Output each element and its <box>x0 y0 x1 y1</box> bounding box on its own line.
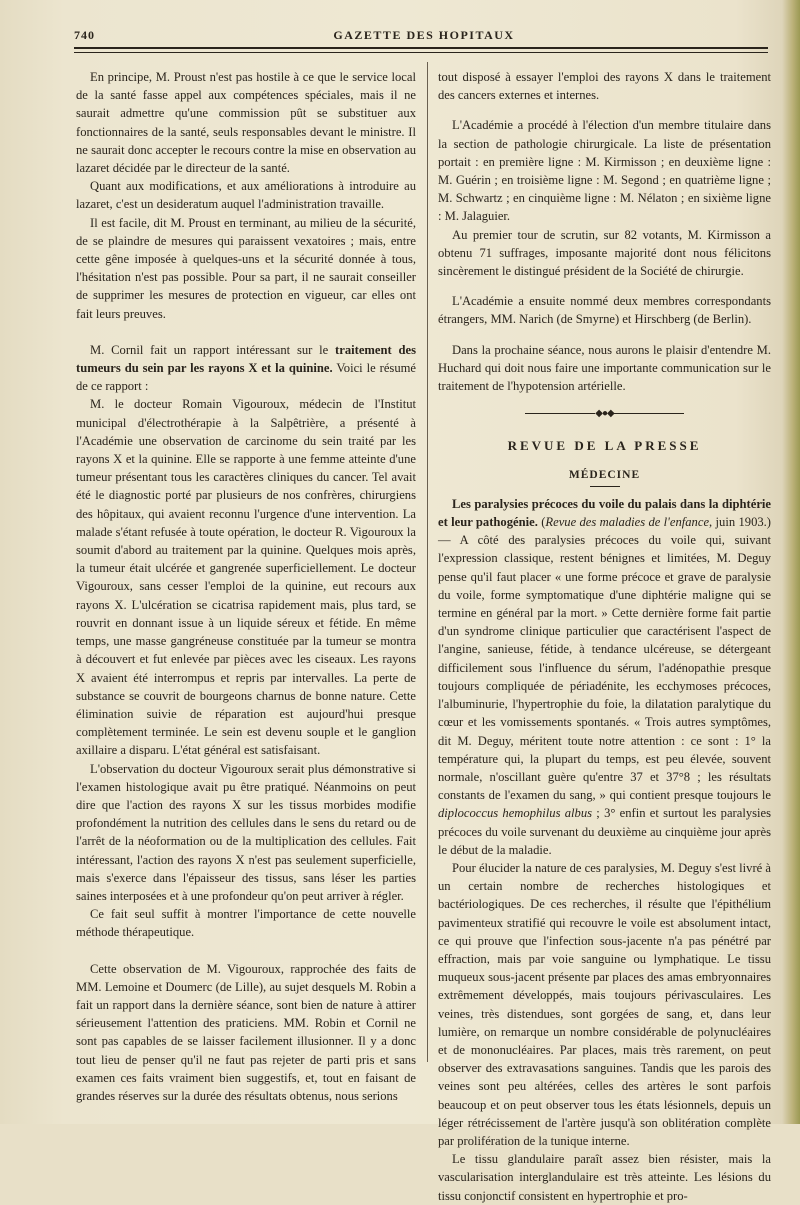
text-run: ( <box>537 515 546 530</box>
section-ornament: ◆●◆ <box>438 405 771 423</box>
paragraph: Il est facile, dit M. Proust en terminant, au milieu de la sécurité, de se plaindre de mesures qui paraissent vexatoires ; mais, entre cette gêne imposée à quelques-uns et la sécurité donnée à tous, l'hésitation n'est pas possible. Pour sa part, il ne saurait conseiller de supprimer les mesures de protection en vigueur, car elles ont fait leurs preuves. <box>76 215 416 321</box>
paragraph: L'Académie a procédé à l'élection d'un membre titulaire dans la section de pathologie chirurgicale. La liste de présentation portait : en première ligne : M. Kirmisson ; en deuxième ligne : M. Guérin ; en troisième ligne : M. Segond ; en quatrième ligne ; M. Schwartz ; en cinquième ligne : M. Nélaton ; en sixième ligne : M. Jalaguier. <box>438 118 771 224</box>
paragraph: Cette observation de M. Vigouroux, rapprochée des faits de MM. Lemoine et Doumerc (de Lille), au sujet desquels M. Robin a fait un rapport dans la dernière séance, sont bien de nature à attirer sérieusement l'attention des praticiens. MM. Robin et Cornil ne sont pas capables de se laisser facilement illusionner. Il y a donc tout lieu de penser qu'il ne faut pas rejeter de parti pris et sans examen ces faits vraiment bien suggestifs, et, tout en faisant de grandes réserves sur la durée des résultats obtenus, nous serions <box>76 961 416 1103</box>
bacterium-name: diplococcus hemophilus albus <box>438 806 593 821</box>
paragraph: M. le docteur Romain Vigouroux, médecin de l'Institut municipal d'électrothérapie à la Salpêtrière, a présenté à l'Académie une observation de carcinome du sein traité par les rayons X et la quinine. Elle se rapporte à une femme atteinte d'une tumeur présentant tous les caractères cliniques du cancer. Tel avait été le diagnostic porté par plusieurs de nos confrères, chirurgiens des hôpitaux, qui avaient reconnu l'urgence d'une intervention. La malade s'étant refusée à toute opération, le docteur R. Vigouroux la soumit d'abord au traitement par la quinine. Quelques mois après, la tumeur était ulcérée et gangrenée superficiellement. Le docteur Vigouroux, sans cesser l'emploi de la quinine, eut recours aux rayons X. L'ulcération se cicatrisa rapidement mais, plus tard, se rouvrit en donnant issue à un liquide séreux et fétide. En même temps, une masse gangréneuse constituée par la tumeur se montra à découvert et fut enlevée par pièces avec les ciseaux. Les rayons X avaient été interrompus et repris par intervalles. La perte de substance se couvrit de bourgeons charnus de bonne nature. Cette élimination suivie de réparation est aujourd'hui presque complètement terminée. Le sein est devenu souple et le ganglion axillaire a disparu. L'état général est satisfaisant. <box>76 397 416 758</box>
spacer <box>76 323 416 341</box>
left-column <box>76 68 416 1105</box>
article-paragraph <box>438 495 771 859</box>
paragraph: Au premier tour de scrutin, sur 82 votants, M. Kirmisson a obtenu 71 suffrages, imposante majorité dont nous félicitons sincèrement le distingué président de la Société de chirurgie. <box>438 227 771 279</box>
paragraph: En principe, M. Proust n'est pas hostile à ce que le service local de la santé fasse appel aux compétences spéciales, mais il ne saurait admettre qu'une commission pût se substituer aux fonctionnaires de la santé, seuls responsables devant le ministre. Il ne saurait donc accepter le recours contre la mise en observation au lazaret décidée par le directeur de la santé. <box>76 70 416 176</box>
page-edge-stain <box>782 0 800 1124</box>
report-subject: traitement des tumeurs du sein par les rayons X et la quinine. <box>76 342 416 376</box>
paragraph: Ce fait seul suffit à montrer l'importance de cette nouvelle méthode thérapeutique. <box>76 907 416 940</box>
ornament-line <box>614 413 684 414</box>
article-source: Revue des maladies de l'enfance <box>545 515 710 530</box>
subsection-title: MÉDECINE <box>568 468 641 481</box>
paragraph: Le tissu glandulaire paraît assez bien résister, mais la vascularisation interglandulaire est très atteinte. Les lésions du tissu conjonctif consistent en hypertrophie et pro- <box>438 1152 771 1203</box>
paragraph: Pour élucider la nature de ces paralysies, M. Deguy s'est livré à un certain nombre de recherches histologiques et bactériologiques. De ces recherches, il résulte que l'épithélium pavimenteux stratifié qui recouvre le voile est absolument intact, ce qui prouve que l'infection sous-jacente n'a pas pénétré par effraction, mais par voie sanguine ou lymphatique. Le tissu muqueux sous-jacent présente par places des amas embryonnaires extrêmement développés, mais toujours périvasculaires. Les veines, très distendues, sont gorgées de sang, et, dans leur lumière, on remarque un nombre considérable de polynucléaires et de mononucléaires. Par places, mais très rarement, on peut observer des extravasations sanguines. Tandis que les parois des veines sont peu altérées, celles des artères le sont parfois beaucoup et on peut observer tous les états lésionnels, depuis un léger rétrécissement de l'artère jusqu'à son oblitération complète par prolifération de la tunique interne. <box>438 860 771 1148</box>
right-column <box>438 68 771 1205</box>
ornament-line <box>525 413 595 414</box>
text-run: M. Cornil fait un rapport intéressant sur le <box>90 342 336 357</box>
spacer <box>76 942 416 960</box>
paragraph-cornil-report <box>76 341 416 396</box>
article-title: Les paralysies précoces du voile du palais dans la diphtérie et leur pathogénie. <box>438 496 771 530</box>
text-run: , juin 1903.) — A côté des paralysies précoces du voile qui, suivant l'expression classique, restent bénignes et limitées, M. Deguy pense qu'il faut placer « une forme précoce et grave de paralysie du voile, forme symptomatique d'une diphtérie maligne qui se termine en général par la mort. » Cette dernière forme fait partie d'un syndrome clinique particulier que caractérisent l'aspect de l'angine, sanieuse, fétide, à tendance ulcéreuse, se détergeant difficilement sous l'influence du sérum, l'adénopathie presque toujours compliquée de périadénite, les ecchymoses précoces, l'albuminurie, l'hypertrophie du foie, la dilatation paralytique du cœur et les vomissements spontanés. « Trois autres symptômes, dit M. Deguy, méritent toute notre attention : ce sont : 1° la température qui, la plupart du temps, est peu élevée, souvent normale, n'oscillant guère qu'entre 37 et 37°8 ; les résultats constants de l'examen du sang, » qui contient presque toujours le <box>438 515 772 803</box>
running-title: GAZETTE DES HOPITAUX <box>333 28 515 42</box>
section-title: REVUE DE LA PRESSE <box>507 438 702 454</box>
spacer <box>438 104 771 116</box>
subsection-rule <box>590 486 620 487</box>
text-run: ; 3° enfin et surtout les paralysies précoces du voile survenant du deuxième au cinquième jour après le début de la maladie. <box>438 806 772 857</box>
page-header <box>74 28 774 48</box>
text-run: Voici le résumé de ce rapport : <box>76 361 417 394</box>
paragraph: Quant aux modifications, et aux améliorations à introduire au lazaret, c'est un desideratum auquel l'administration travaille. <box>76 179 416 212</box>
page-number: 740 <box>74 28 95 42</box>
paragraph: tout disposé à essayer l'emploi des rayons X dans le traitement des cancers externes et internes. <box>438 70 771 103</box>
header-rule-thin <box>74 52 768 53</box>
paragraph: L'Académie a ensuite nommé deux membres correspondants étrangers, MM. Narich (de Smyrne) et Hirschberg (de Berlin). <box>438 294 771 327</box>
paragraph: Dans la prochaine séance, nous aurons le plaisir d'entendre M. Huchard qui doit nous faire une importante communication sur le traitement de l'hypotension artérielle. <box>438 342 771 394</box>
column-divider <box>427 62 428 1062</box>
header-rule-thick <box>74 47 768 49</box>
paragraph: L'observation du docteur Vigouroux serait plus démonstrative si l'examen histologique avait pu être pratiqué. Néanmoins on peut dire que l'action des rayons X sur les tissus morbides modifie profondément la nutrition des cellules dans le sens du retard ou de l'arrêt de la néoformation ou de la multiplication des cellules. Fait intéressant, l'action des rayons X n'est pas seulement superficielle, mais s'exerce dans l'épaisseur des tissus, sans léser les parties saines interposées et à une profondeur qu'on peut arriver à régler. <box>76 761 416 903</box>
spacer <box>438 329 771 341</box>
spacer <box>438 280 771 292</box>
